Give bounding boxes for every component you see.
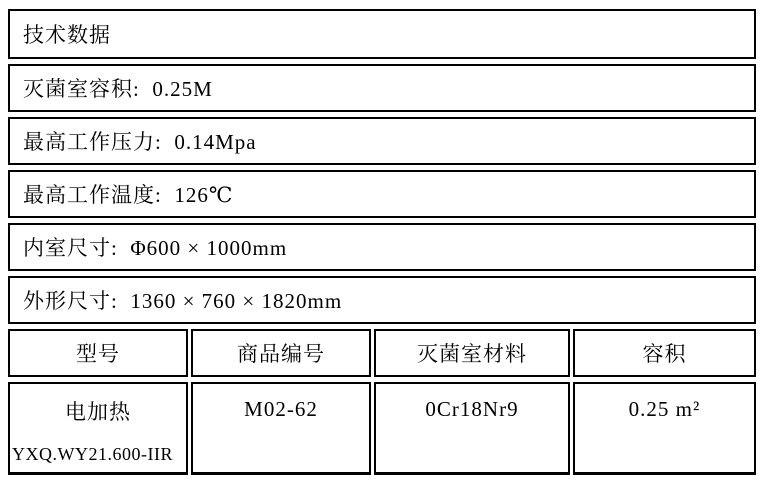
cell-product-no: M02-62 (191, 382, 371, 475)
cell-chamber-material: 0Cr18Nr9 (374, 382, 570, 475)
spec-text-chamber-volume: 灭菌室容积: 0.25M (23, 77, 213, 101)
header-label-chamber-material: 灭菌室材料 (417, 342, 527, 366)
spec-text-max-temperature: 最高工作温度: 126℃ (23, 183, 234, 207)
header-label-volume: 容积 (642, 342, 687, 366)
model-type: 电加热 (65, 400, 131, 424)
header-label-product-no: 商品编号 (237, 342, 325, 366)
spec-row-chamber-volume (8, 64, 756, 112)
header-cell-product-no (191, 329, 371, 377)
product-table-data-row (8, 382, 756, 475)
spec-row-max-pressure (8, 117, 756, 165)
header-cell-chamber-material (374, 329, 570, 377)
spec-text-outer-dimensions: 外形尺寸: 1360 × 760 × 1820mm (23, 289, 343, 313)
cell-model (8, 382, 188, 475)
product-table-header-row (8, 329, 756, 377)
header-cell-model (8, 329, 188, 377)
spec-text-inner-dimensions: 内室尺寸: Φ600 × 1000mm (23, 236, 288, 260)
spec-row-inner-dimensions (8, 223, 756, 271)
table-title: 技术数据 (23, 23, 111, 47)
spec-row-max-temperature (8, 170, 756, 218)
header-cell-volume (573, 329, 756, 377)
table-title-row (8, 9, 756, 59)
header-label-model: 型号 (76, 342, 120, 366)
model-code: YXQ.WY21.600-IIR (12, 444, 173, 464)
cell-volume: 0.25 m² (573, 382, 756, 475)
spec-row-outer-dimensions (8, 276, 756, 324)
spec-text-max-pressure: 最高工作压力: 0.14Mpa (23, 130, 257, 154)
spec-table (8, 9, 756, 475)
